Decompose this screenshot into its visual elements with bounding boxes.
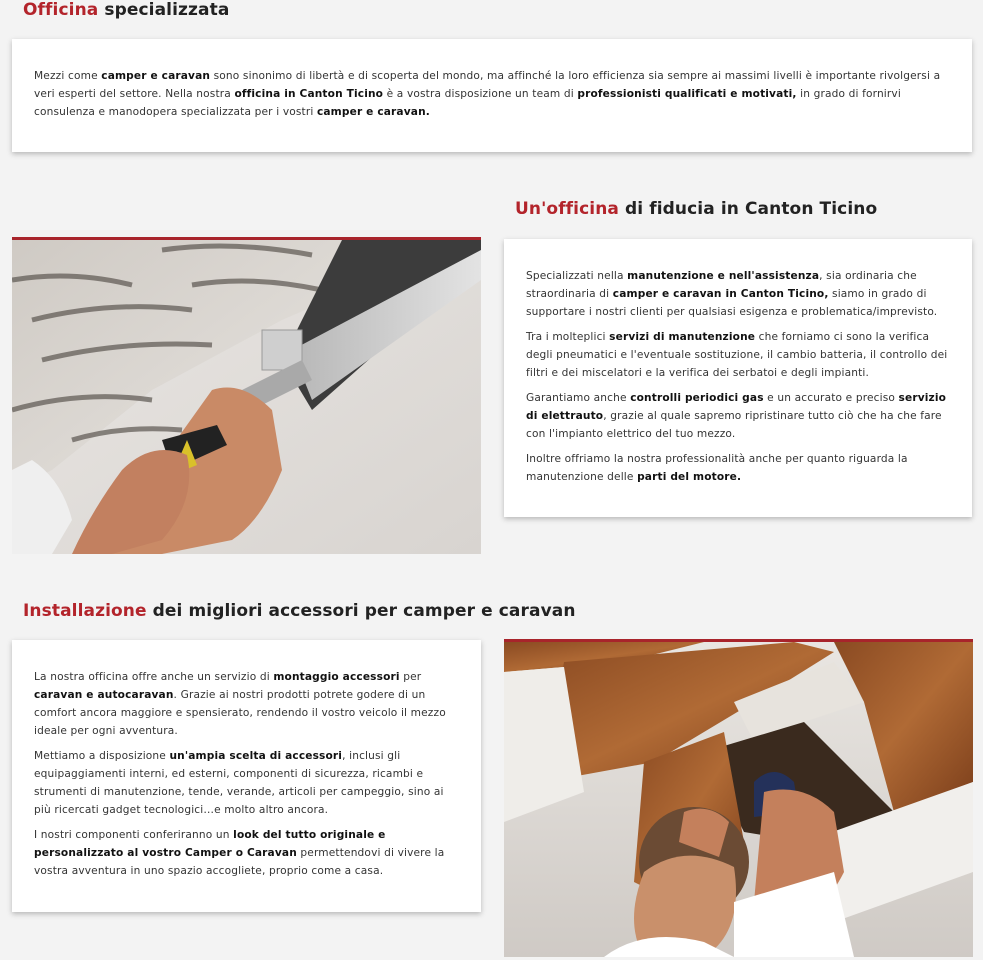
accessories-paragraph-3: I nostri componenti conferiranno un look del tutto originale e personalizzato al vostro Camper o Caravan permettendovi di vivere la vostra avventura in uno spazio accogliete, proprio come a casa. — [34, 829, 445, 877]
intro-paragraph: Mezzi come camper e caravan sono sinonimo di libertà e di scoperta del mondo, ma affinché la loro efficienza sia sempre ai massimi livelli è importante rivolgersi a veri esperti del settore. Nella nostra officina in Canton Ticino è a vostra disposizione un team di professionisti qualificati e motivati, in grado di fornirvi consulenza e manodopera specializzata per i vostri camper e caravan. — [34, 70, 941, 118]
section-heading-officina — [23, 0, 229, 20]
heading-rest: dei migliori accessori per camper e caravan — [146, 601, 576, 621]
section-heading-installazione — [23, 601, 576, 621]
cabinet-installation-photo — [504, 639, 973, 957]
heading-accent: Officina — [23, 0, 99, 20]
accessories-paragraph-2: Mettiamo a disposizione un'ampia scelta di accessori, inclusi gli equipaggiamenti interni, ed esterni, componenti di sicurezza, ricambi e strumenti di manutenzione, tende, verande, articoli per campeggio, sino ai più ricercati gadget tecnologici…e molto altro ancora. — [34, 750, 444, 816]
accessories-paragraph-1: La nostra officina offre anche un servizio di montaggio accessori per caravan e autocaravan. Grazie ai nostri prodotti potrete godere di un comfort ancora maggiore e spensierato, rendendo il vostro veicolo il mezzo ideale per ogni avventura. — [34, 671, 446, 737]
heading-rest: specializzata — [98, 0, 230, 20]
awning-repair-photo — [12, 237, 481, 554]
heading-rest: di fiducia in Canton Ticino — [619, 199, 878, 219]
section-heading-fiducia — [515, 199, 877, 219]
service-paragraph-2: Tra i molteplici servizi di manutenzione che forniamo ci sono la verifica degli pneumatici e l'eventuale sostituzione, il cambio batteria, il controllo dei filtri e dei miscelatori e la verifica dei serbatoi e degli impianti. — [526, 331, 948, 379]
service-card — [504, 239, 972, 517]
accessories-card — [12, 640, 481, 912]
service-paragraph-3: Garantiamo anche controlli periodici gas e un accurato e preciso servizio di elettrauto, grazie al quale sapremo ripristinare tutto ciò che ha che fare con l'impianto elettrico del tuo mezzo. — [526, 392, 947, 440]
intro-card — [12, 39, 972, 152]
heading-accent: Installazione — [23, 601, 147, 621]
service-paragraph-1: Specializzati nella manutenzione e nell'assistenza, sia ordinaria che straordinaria di camper e caravan in Canton Ticino, siamo in grado di supportare i nostri clienti per qualsiasi esigenza e problematica/imprevisto. — [526, 270, 938, 318]
heading-accent: Un'officina — [515, 199, 619, 219]
service-paragraph-4: Inoltre offriamo la nostra professionalità anche per quanto riguarda la manutenzione delle parti del motore. — [526, 453, 908, 483]
